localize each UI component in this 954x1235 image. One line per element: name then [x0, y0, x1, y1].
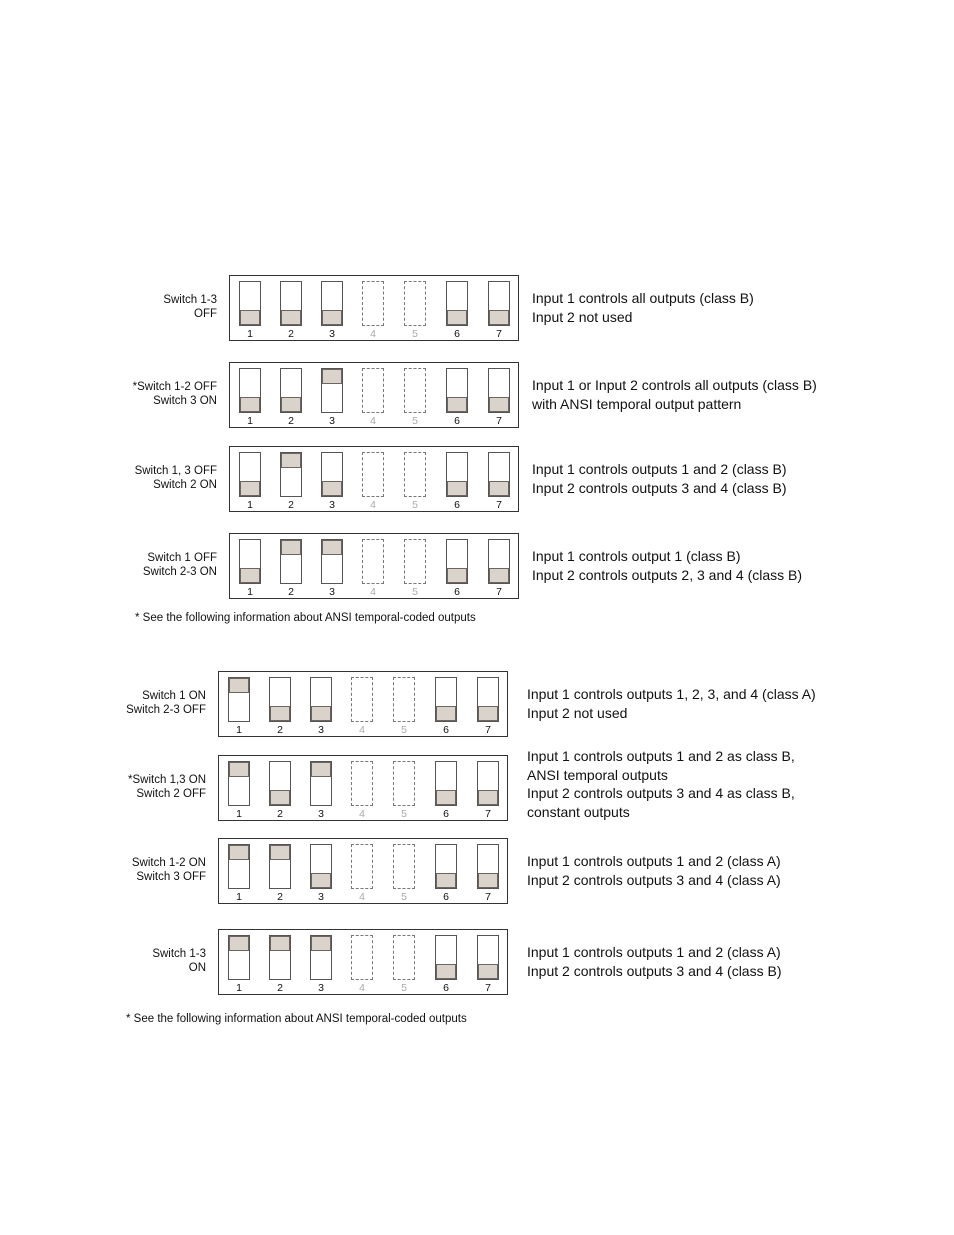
dip-switch-1: [239, 281, 261, 326]
config-row: [0, 838, 954, 910]
switch-setting-label-line: Switch 1, 3 OFF: [134, 465, 217, 477]
dip-switch-2: [280, 368, 302, 413]
config-row: [0, 748, 954, 827]
switch-number-label: 4: [370, 415, 376, 427]
dip-switch-7: [488, 368, 510, 413]
switch-number-label: 3: [329, 586, 335, 598]
dip-switch-5: [404, 368, 426, 413]
dip-switch-1: [239, 368, 261, 413]
switch-setting-label-line: Switch 3 ON: [153, 395, 217, 407]
dip-switch-7: [477, 844, 499, 889]
dip-switch-6: [446, 368, 468, 413]
switch-knob-off: [447, 397, 467, 412]
switch-knob-off: [436, 873, 456, 888]
switch-number-label: 1: [247, 328, 253, 340]
description-line: Input 2 controls outputs 3 and 4 (class B): [527, 962, 782, 979]
dip-switch-3: [321, 452, 343, 497]
dip-switch-6: [435, 935, 457, 980]
dip-switch-1: [228, 935, 250, 980]
switch-knob-off: [436, 964, 456, 979]
description-line: Input 1 controls outputs 1 and 2 (class B): [532, 461, 787, 477]
switch-number-label: 5: [401, 724, 407, 736]
dip-switch-1: [228, 844, 250, 889]
dip-switch-4: [351, 935, 373, 980]
description-line: Input 2 not used: [527, 704, 628, 721]
switch-number-label: 6: [443, 724, 449, 736]
switch-setting-label: [135, 464, 217, 492]
label-text: Switch 1-2 OFF: [137, 381, 217, 393]
dip-switch-3: [310, 761, 332, 806]
switch-number-label: 7: [496, 586, 502, 598]
switch-number-label: 2: [288, 586, 294, 598]
switch-number-label: 4: [359, 808, 365, 820]
dip-switch-block: [218, 671, 508, 737]
switch-number-label: 6: [454, 415, 460, 427]
switch-setting-label-line: Switch 1 OFF: [147, 552, 217, 564]
switch-knob-on: [281, 453, 301, 468]
switch-setting-label: [163, 293, 217, 321]
switch-number-label: 1: [236, 982, 242, 994]
configuration-description: [527, 747, 795, 821]
switch-knob-off: [270, 706, 290, 721]
switch-knob-off: [281, 310, 301, 325]
dip-switch-5: [404, 452, 426, 497]
switch-number-label: 1: [247, 499, 253, 511]
description-line: Input 1 controls outputs 1, 2, 3, and 4 (class A): [527, 686, 816, 702]
switch-knob-on: [229, 762, 249, 777]
switch-number-label: 6: [443, 891, 449, 903]
label-text: Switch 1,3 ON: [132, 774, 206, 786]
dip-switch-5: [404, 281, 426, 326]
switch-number-label: 4: [370, 328, 376, 340]
dip-switch-1: [228, 677, 250, 722]
switch-number-label: 2: [277, 982, 283, 994]
dip-switch-3: [321, 368, 343, 413]
switch-number-label: 5: [401, 808, 407, 820]
switch-number-label: 6: [454, 328, 460, 340]
switch-knob-off: [436, 790, 456, 805]
configuration-description: [532, 460, 786, 497]
dip-switch-5: [404, 539, 426, 584]
switch-number-label: 4: [359, 982, 365, 994]
dip-switch-2: [269, 761, 291, 806]
config-row: [0, 929, 954, 1001]
switch-number-label: 1: [236, 891, 242, 903]
switch-knob-on: [229, 678, 249, 693]
dip-switch-7: [477, 677, 499, 722]
description-line: Input 1 or Input 2 controls all outputs (class B): [532, 377, 817, 393]
dip-switch-1: [228, 761, 250, 806]
dip-switch-6: [435, 761, 457, 806]
switch-knob-off: [447, 481, 467, 496]
switch-setting-label-line: Switch 2 OFF: [136, 788, 206, 800]
switch-setting-label-line: ON: [188, 962, 206, 974]
config-row: [0, 362, 954, 434]
switch-knob-off: [311, 873, 331, 888]
switch-number-label: 7: [496, 499, 502, 511]
dip-switch-7: [488, 539, 510, 584]
switch-number-label: 3: [318, 808, 324, 820]
switch-knob-off: [447, 310, 467, 325]
config-row: [0, 446, 954, 518]
switch-knob-on: [311, 762, 331, 777]
switch-number-label: 5: [412, 415, 418, 427]
switch-knob-off: [240, 397, 260, 412]
switch-setting-label-line: Switch 1-3: [163, 294, 217, 306]
dip-switch-4: [362, 368, 384, 413]
dip-switch-5: [393, 761, 415, 806]
dip-switch-6: [435, 677, 457, 722]
switch-knob-off: [322, 481, 342, 496]
configuration-description: [532, 547, 802, 584]
switch-number-label: 5: [412, 328, 418, 340]
dip-switch-3: [310, 844, 332, 889]
switch-number-label: 3: [318, 724, 324, 736]
switch-number-label: 7: [496, 415, 502, 427]
dip-switch-2: [280, 452, 302, 497]
switch-setting-label-line: [121, 773, 207, 787]
dip-switch-4: [362, 452, 384, 497]
switch-number-label: 1: [236, 724, 242, 736]
switch-number-label: 7: [485, 808, 491, 820]
switch-number-label: 3: [318, 982, 324, 994]
switch-setting-label-line: Switch 1-3: [152, 948, 206, 960]
config-row: [0, 275, 954, 347]
configuration-description: [527, 852, 781, 889]
switch-knob-off: [478, 964, 498, 979]
switch-number-label: 3: [329, 499, 335, 511]
switch-number-label: 4: [359, 724, 365, 736]
switch-knob-off: [489, 397, 509, 412]
switch-number-label: 7: [485, 982, 491, 994]
switch-number-label: 4: [370, 499, 376, 511]
switch-knob-on: [229, 936, 249, 951]
switch-knob-on: [322, 369, 342, 384]
dip-switch-4: [351, 677, 373, 722]
ansi-footnote: * See the following information about ANSI temporal-coded outputs: [126, 1013, 467, 1025]
switch-number-label: 6: [454, 499, 460, 511]
switch-number-label: 2: [288, 415, 294, 427]
switch-number-label: 5: [401, 891, 407, 903]
dip-switch-block: [218, 929, 508, 995]
switch-knob-on: [270, 936, 290, 951]
switch-number-label: 5: [412, 586, 418, 598]
switch-setting-label-line: Switch 2-3 OFF: [126, 704, 206, 716]
switch-knob-on: [281, 540, 301, 555]
switch-number-label: 7: [485, 891, 491, 903]
asterisk-marker: *: [132, 381, 138, 393]
dip-switch-block: [218, 755, 508, 821]
switch-number-label: 2: [288, 328, 294, 340]
switch-setting-label-line: Switch 1 ON: [142, 690, 206, 702]
switch-knob-on: [311, 936, 331, 951]
switch-number-label: 4: [370, 586, 376, 598]
description-line: Input 2 controls outputs 3 and 4 (class A): [527, 871, 781, 888]
switch-setting-label: [152, 947, 206, 975]
switch-number-label: 1: [247, 586, 253, 598]
switch-number-label: 3: [329, 415, 335, 427]
dip-switch-3: [321, 539, 343, 584]
dip-switch-1: [239, 452, 261, 497]
dip-switch-block: [229, 446, 519, 512]
switch-knob-on: [322, 540, 342, 555]
switch-knob-off: [478, 790, 498, 805]
description-line: with ANSI temporal output pattern: [532, 395, 742, 412]
dip-switch-7: [477, 935, 499, 980]
description-line: Input 2 not used: [532, 308, 633, 325]
switch-knob-off: [478, 873, 498, 888]
dip-switch-6: [446, 452, 468, 497]
description-line: Input 1 controls all outputs (class B): [532, 290, 754, 306]
dip-switch-3: [310, 935, 332, 980]
switch-number-label: 5: [412, 499, 418, 511]
switch-knob-off: [270, 790, 290, 805]
configuration-description: [532, 376, 817, 413]
switch-number-label: 5: [401, 982, 407, 994]
switch-knob-off: [322, 310, 342, 325]
switch-knob-off: [489, 310, 509, 325]
dip-switch-7: [488, 452, 510, 497]
dip-switch-3: [321, 281, 343, 326]
switch-knob-off: [240, 481, 260, 496]
dip-switch-4: [351, 761, 373, 806]
switch-number-label: 2: [277, 808, 283, 820]
dip-switch-5: [393, 935, 415, 980]
dip-switch-2: [280, 539, 302, 584]
switch-knob-off: [478, 706, 498, 721]
switch-knob-off: [240, 310, 260, 325]
dip-switch-5: [393, 677, 415, 722]
switch-number-label: 1: [236, 808, 242, 820]
switch-knob-on: [270, 845, 290, 860]
dip-switch-2: [280, 281, 302, 326]
switch-number-label: 7: [485, 724, 491, 736]
switch-knob-off: [447, 568, 467, 583]
switch-knob-off: [436, 706, 456, 721]
switch-knob-off: [311, 706, 331, 721]
switch-number-label: 4: [359, 891, 365, 903]
switch-number-label: 3: [329, 328, 335, 340]
switch-knob-off: [240, 568, 260, 583]
description-line: Input 1 controls outputs 1 and 2 (class A): [527, 853, 781, 869]
dip-switch-4: [362, 281, 384, 326]
switch-setting-label: [121, 773, 207, 801]
dip-switch-block: [229, 362, 519, 428]
dip-switch-5: [393, 844, 415, 889]
config-row: [0, 533, 954, 605]
switch-setting-label-line: Switch 3 OFF: [136, 871, 206, 883]
switch-number-label: 3: [318, 891, 324, 903]
switch-setting-label: [143, 551, 217, 579]
dip-switch-7: [477, 761, 499, 806]
switch-setting-label-line: Switch 1-2 ON: [131, 857, 206, 869]
configuration-description: [527, 943, 781, 980]
switch-setting-label-line: OFF: [194, 308, 217, 320]
switch-number-label: 2: [277, 724, 283, 736]
switch-number-label: 6: [443, 982, 449, 994]
dip-switch-block: [229, 275, 519, 341]
switch-knob-off: [489, 568, 509, 583]
switch-number-label: 6: [454, 586, 460, 598]
switch-knob-on: [229, 845, 249, 860]
dip-switch-1: [239, 539, 261, 584]
switch-setting-label-line: Switch 2-3 ON: [142, 566, 217, 578]
switch-number-label: 2: [288, 499, 294, 511]
switch-setting-label: [126, 689, 206, 717]
dip-switch-3: [310, 677, 332, 722]
dip-switch-block: [218, 838, 508, 904]
dip-switch-2: [269, 935, 291, 980]
description-line: Input 1 controls outputs 1 and 2 as class B,: [527, 748, 795, 764]
description-line: Input 2 controls outputs 2, 3 and 4 (class B): [532, 566, 803, 583]
dip-switch-2: [269, 844, 291, 889]
dip-switch-block: [229, 533, 519, 599]
switch-setting-label-line: Switch 2 ON: [153, 479, 217, 491]
switch-number-label: 7: [496, 328, 502, 340]
switch-setting-label: [125, 380, 217, 408]
description-line: constant outputs: [527, 803, 630, 820]
description-line: Input 2 controls outputs 3 and 4 (class B): [532, 479, 787, 496]
dip-switch-4: [351, 844, 373, 889]
switch-setting-label-line: [125, 380, 217, 394]
switch-setting-label: [132, 856, 206, 884]
switch-knob-off: [281, 397, 301, 412]
config-row: [0, 671, 954, 743]
dip-switch-4: [362, 539, 384, 584]
dip-switch-6: [435, 844, 457, 889]
switch-number-label: 6: [443, 808, 449, 820]
configuration-description: [527, 685, 816, 722]
switch-knob-off: [489, 481, 509, 496]
description-line: Input 1 controls outputs 1 and 2 (class A): [527, 944, 781, 960]
dip-switch-6: [446, 281, 468, 326]
dip-switch-7: [488, 281, 510, 326]
dip-switch-2: [269, 677, 291, 722]
description-line: Input 2 controls outputs 3 and 4 as class B,: [527, 785, 795, 801]
switch-number-label: 2: [277, 891, 283, 903]
configuration-description: [532, 289, 754, 326]
description-line: Input 1 controls output 1 (class B): [532, 548, 741, 564]
dip-switch-6: [446, 539, 468, 584]
asterisk-marker: *: [128, 774, 133, 786]
description-line: ANSI temporal outputs: [527, 766, 668, 783]
ansi-footnote: * See the following information about ANSI temporal-coded outputs: [135, 612, 476, 624]
switch-number-label: 1: [247, 415, 253, 427]
